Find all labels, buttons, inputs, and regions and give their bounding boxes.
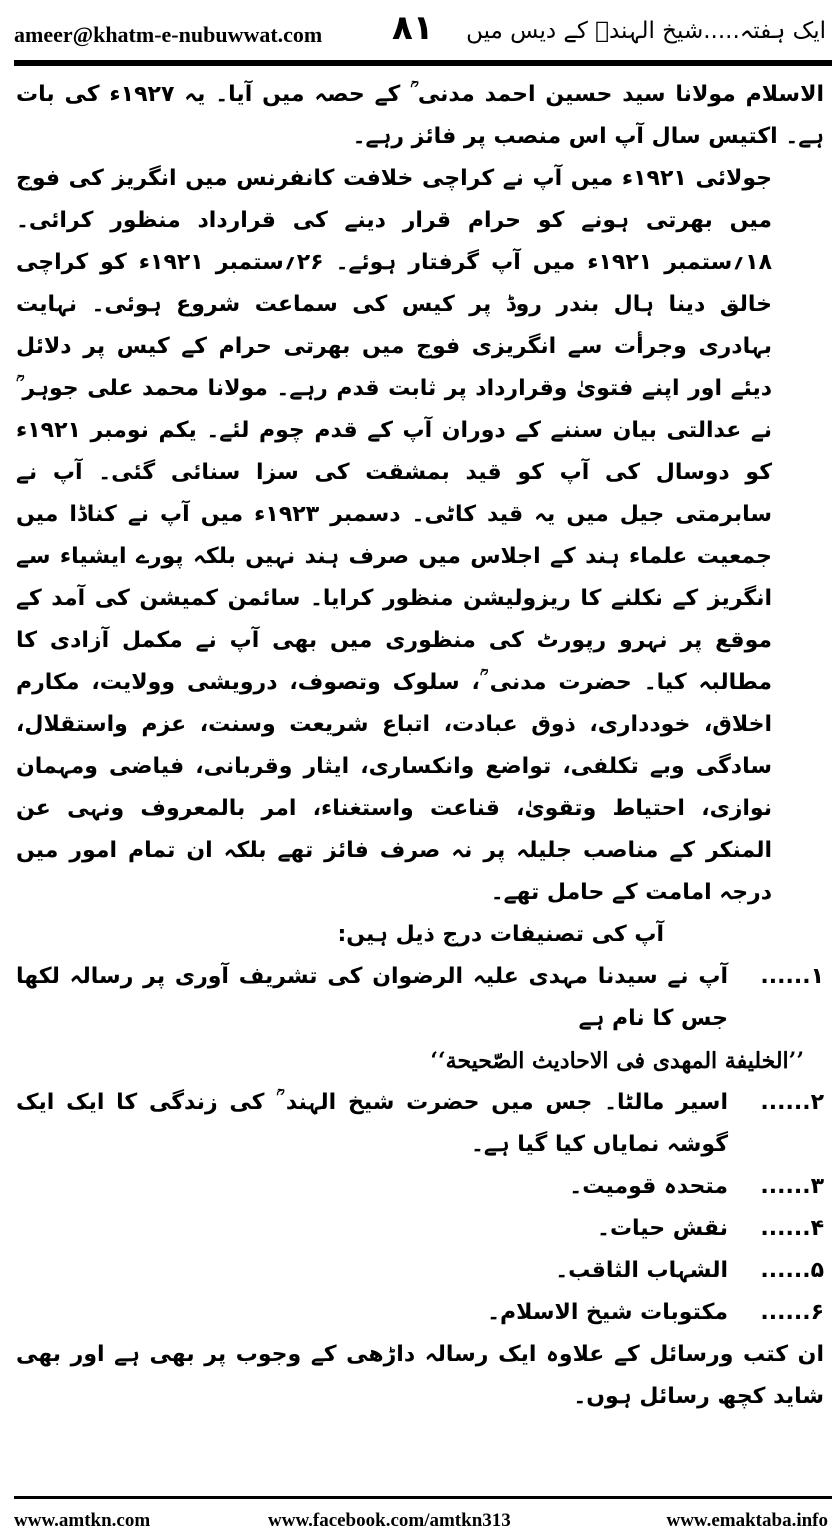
list-item [16,1082,824,1166]
list-item [16,956,824,1040]
header-email: ameer@khatm-e-nubuwwat.com [14,22,323,47]
list-text: آپ نے سیدنا مہدی علیہ الرضوان کی تشریف آوری پر رسالہ لکھا جس کا نام ہے [16,964,728,1031]
list-text: متحدہ قومیت۔ [569,1174,728,1199]
works-intro: آپ کی تصنیفات درج ذیل ہیں: [337,922,664,947]
list-item [16,1292,824,1334]
list-text: مکتوبات شیخ الاسلام۔ [487,1300,728,1325]
list-text: اسیر مالٹا۔ جس میں حضرت شیخ الہند ؒ کی زندگی کا ایک ایک گوشہ نمایاں کیا گیا ہے۔ [16,1090,728,1157]
page-header [0,0,840,66]
list-number: ۵...... [760,1258,824,1283]
page-number: ۸۱ [392,8,434,48]
footer-rule [14,1496,832,1499]
list-item [16,1250,824,1292]
list-text: نقش حیات۔ [597,1216,728,1241]
list-number: ۲...... [760,1090,824,1115]
page-footer [0,1504,840,1540]
list-number: ۳...... [760,1174,824,1199]
list-item [16,1208,824,1250]
footer-link-emaktaba[interactable]: www.emaktaba.info [666,1510,828,1531]
paragraph-continuation: الاسلام مولانا سید حسین احمد مدنی ؒ کے حصہ میں آیا۔ یہ ۱۹۲۷ء کی بات ہے۔ اکتیس سال آپ اس منصب پر فائز رہے۔ [16,82,824,149]
list-text: الشہاب الثاقب۔ [555,1258,728,1283]
list-number: ۴...... [760,1216,824,1241]
running-title: ایک ہفتہ.....شیخ الہندؒ کے دیس میں [466,18,826,44]
page-body [16,74,824,1418]
list-item [16,1166,824,1208]
list-number: ۶...... [760,1300,824,1325]
footer-link-amtkn[interactable]: www.amtkn.com [14,1510,151,1531]
footer-link-facebook[interactable]: www.facebook.com/amtkn313 [268,1510,511,1531]
closing-paragraph: ان کتب ورسائل کے علاوہ ایک رسالہ داڑھی کے وجوب پر بھی ہے اور بھی شاید کچھ رسائل ہوں۔ [16,1342,824,1409]
header-rule [14,60,832,66]
arabic-book-title: ’’الخلیفة المهدی فی الاحادیث الصّحیحة‘‘ [430,1048,804,1074]
list-number: ۱...... [760,964,824,989]
paragraph-biography: جولائی ۱۹۲۱ء میں آپ نے کراچی خلافت کانفرنس میں انگریز کی فوج میں بھرتی ہونے کو حرام قرار دینے کی قرارداد منظور کرائی۔ ۱۸؍ستمبر ۱۹۲۱ء میں آپ گرفتار ہوئے۔ ۲۶؍ستمبر ۱۹۲۱ء کو کراچی خالق دینا ہال بندر روڈ پر کیس کی سماعت شروع ہوئی۔ نہایت بہادری وجرأت سے انگریزی فوج میں بھرتی حرام کے کیس پر دلائل دیئے اور اپنے فتویٰ وقرارداد پر ثابت قدم رہے۔ مولانا محمد علی جوہر ؒ نے عدالتی بیان سننے کے دوران آپ کے قدم چوم لئے۔ یکم نومبر ۱۹۲۱ء کو دوسال کی آپ کو قید بمشقت کی سزا سنائی گئی۔ آپ نے سابرمتی جیل میں یہ قید کاٹی۔ دسمبر ۱۹۲۳ء میں آپ نے کناڈا میں جمعیت علماء ہند کے اجلاس میں صرف ہند نہیں بلکہ پورے ایشیاء سے انگریز کے نکلنے کا ریزولیشن منظور کرایا۔ سائمن کمیشن کی آمد کے موقع پر نہرو رپورٹ کی منظوری میں بھی آپ نے مکمل آزادی کا مطالبہ کیا۔ حضرت مدنی ؒ، سلوک وتصوف، درویشی وولایت، مکارم اخلاق، خودداری، ذوق عبادت، اتباع شریعت وسنت، عزم واستقلال، سادگی وبے تکلفی، تواضع وانکساری، ایثار وقربانی، فیاضی ومہمان نوازی، احتیاط وتقویٰ، قناعت واستغناء، امر بالمعروف ونہی عن المنکر کے مناصب جلیلہ پر نہ صرف فائز تھے بلکہ ان تمام امور میں درجہ امامت کے حامل تھے۔ [16,166,772,905]
